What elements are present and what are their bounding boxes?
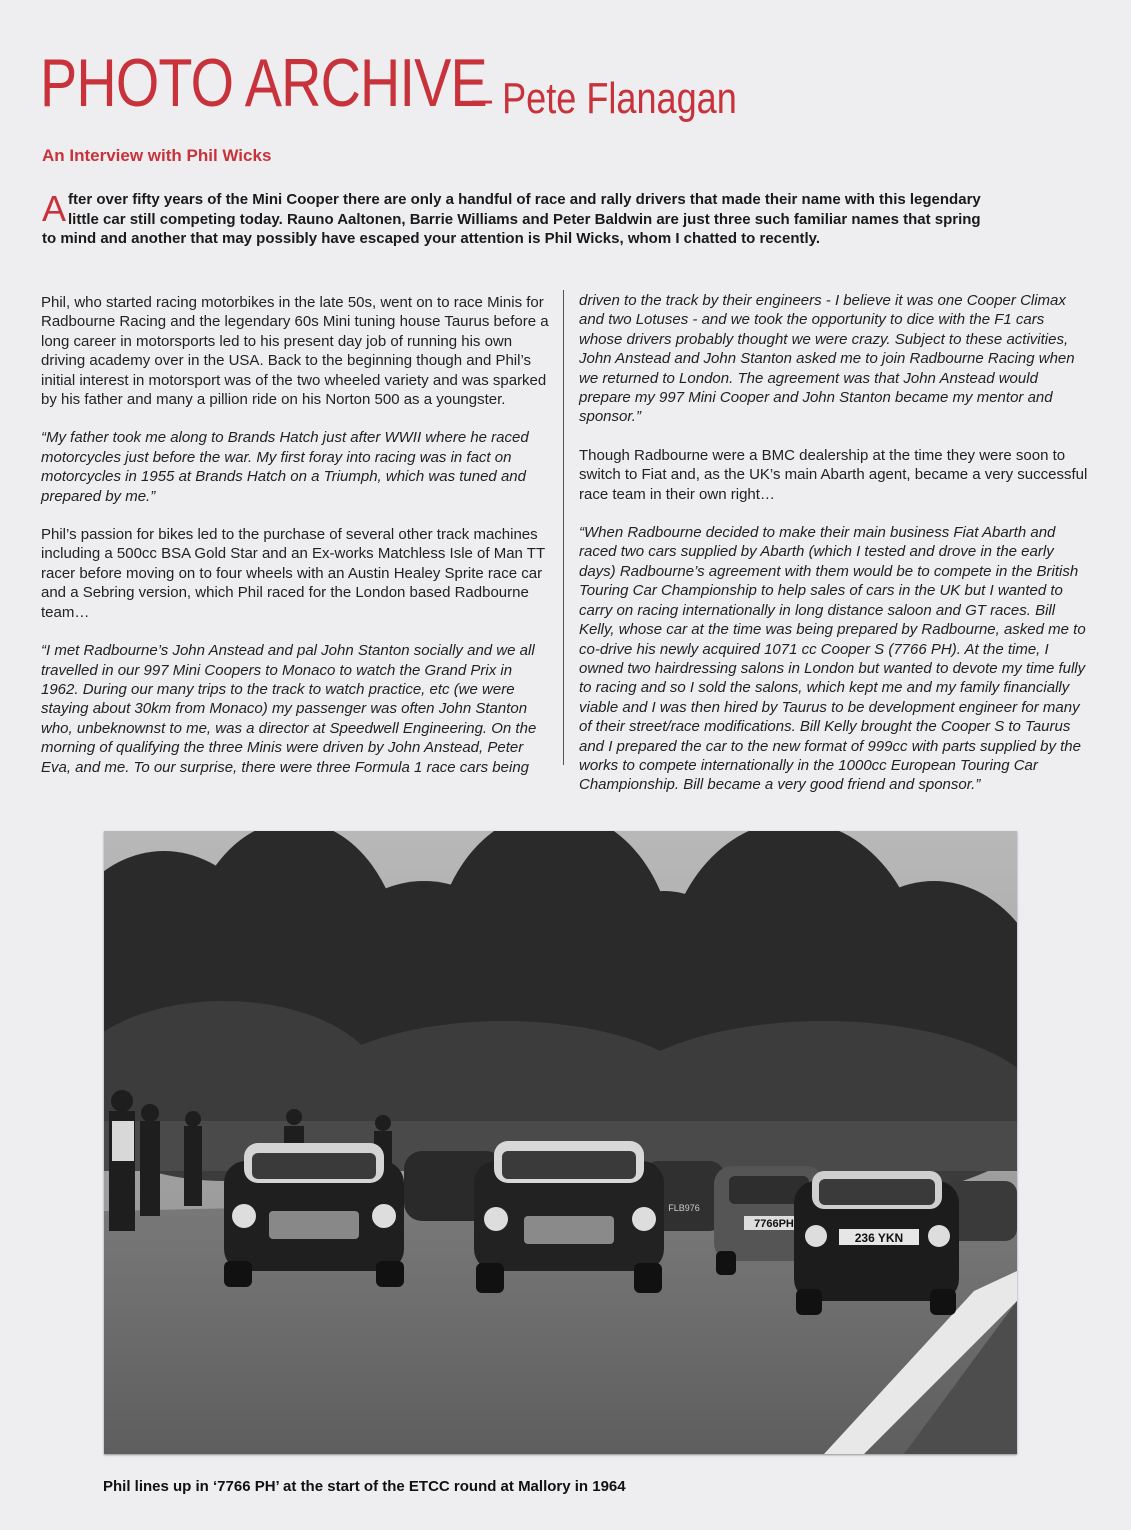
mini-car-left (224, 1143, 404, 1287)
race-photo-illustration (104, 831, 1017, 1454)
quote-paragraph: “I met Radbourne’s John Anstead and pal John Stanton socially and we all travelled in our 997 Mini Coopers to Monaco to watch the Grand Prix in 1962. During our many trips to the track to watch practice, etc (we were staying about 30km from Monaco) my passenger was often John Stanton who, unbeknownst to me, was a director at Speedwell Engineering. On the morning of qualifying the three Minis were driven by John Anstead, Peter Eva, and me. To our surprise, there were three Formula 1 race cars being (41, 642, 537, 776)
quote-paragraph: driven to the track by their engineers - I believe it was one Cooper Climax and two Lotuses - and we took the opportunity to dice with the F1 cars whose drivers probably thought we were crazy. Subject to these activities, John Anstead and John Stanton asked me to join Radbourne Racing when we returned to London. The agreement was that John Anstead would prepare my 997 Mini Cooper and John Stanton became my mentor and sponsor.” (579, 292, 1075, 426)
photo-caption: Phil lines up in ‘7766 PH’ at the start of the ETCC round at Mallory in 1964 (103, 1478, 626, 1495)
right-column (579, 293, 1089, 814)
quote-paragraph: “My father took me along to Brands Hatch just after WWII where he raced motorcycles just before the war. My first foray into racing was in fact on motorcycles in 1955 at Brands Hatch on a Triumph, which was tuned and prepared by me.” (41, 429, 529, 505)
race-start-photo (104, 831, 1017, 1454)
plate-right-text: 236 YKN (854, 1231, 904, 1245)
quote-paragraph: “When Radbourne decided to make their main business Fiat Abarth and raced two cars supplied by Abarth (which I tested and drove in the early days) Radbourne’s agreement with them would be to compete in the British Touring Car Championship to help sales of cars in the UK but I wanted to carry on racing internationally in long distance saloon and GT races. Bill Kelly, whose car at the time was being prepared by Radbourne, asked me to co-drive his newly acquired 1071 cc Cooper S (7766 PH). At the time, I owned two hairdressing salons in London but wanted to devote my time fully to racing and so I sold the salons, which kept me and my family financially viable and I was then hired by Taurus to be development engineer for many of their street/race modifications. Bill Kelly brought the Cooper S to Taurus and I prepared the car to the new format of 999cc with parts supplied by the works to compete internationally in the 1000cc European Touring Car Championship. Bill became a very good friend and sponsor.” (579, 524, 1086, 794)
page-title: PHOTO ARCHIVE (40, 45, 487, 121)
body-paragraph: Phil’s passion for bikes led to the purchase of several other track machines including a 500cc BSA Gold Star and an Ex-works Matchless Isle of Man TT racer before moving on to four wheels with an Austin Healey Sprite race car and a Sebring version, which Phil raced for the London based Radbourne team… (41, 526, 545, 621)
plate-back-text: FLB976 (668, 1203, 700, 1213)
column-divider (563, 290, 564, 765)
mini-car-right (794, 1171, 959, 1315)
left-column (41, 293, 553, 796)
plate-center-text: 7766PH (754, 1218, 794, 1230)
intro-paragraph (42, 190, 992, 249)
drop-cap: A (42, 188, 67, 229)
body-paragraph: Phil, who started racing motorbikes in the late 50s, went on to race Minis for Radbourne Racing and the legendary 60s Mini tuning house Taurus before a long career in motorsports led to his present day job of running his own driving academy over in the USA. Back to the beginning though and Phil’s initial interest in motorsport was of the two wheeled variety and was sparked by his father and many a pillion ride on his Norton 500 as a youngster. (41, 294, 549, 409)
page-headline (40, 44, 737, 123)
intro-text: fter over fifty years of the Mini Cooper there are only a handful of race and rally drivers that made their name with this legendary little car still competing today. Rauno Aaltonen, Barrie Williams and Peter Baldwin are just three such familiar names that spring to mind and another that may possibly have escaped your attention is Phil Wicks, whom I chatted to recently. (42, 191, 981, 247)
author-byline: – Pete Flanagan (472, 74, 737, 123)
body-paragraph: Though Radbourne were a BMC dealership at the time they were soon to switch to Fiat and, as the UK’s main Abarth agent, became a very successful race team in their own right… (579, 446, 1088, 503)
article-subtitle: An Interview with Phil Wicks (42, 146, 272, 165)
mini-car-center (474, 1141, 664, 1293)
